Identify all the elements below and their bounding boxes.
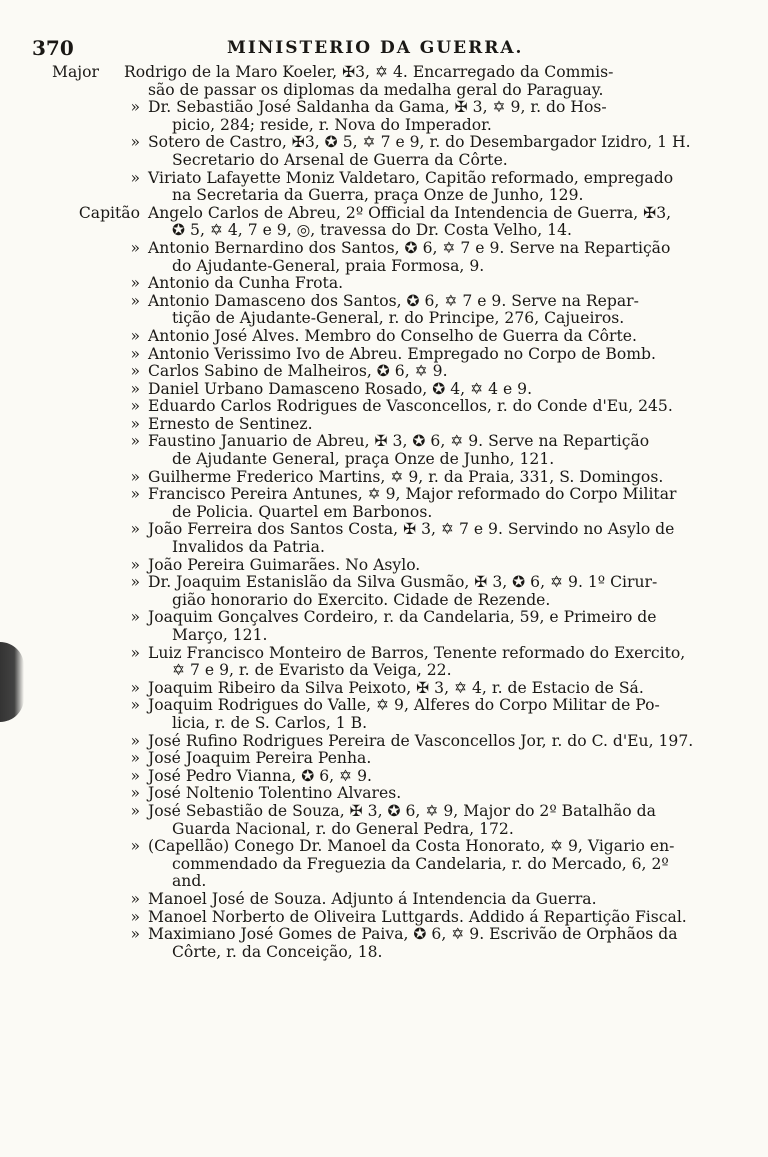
entry-rank: » (130, 168, 140, 187)
entry-10 (130, 362, 703, 381)
entry-text: José Pedro Vianna, ✪ 6, ✡ 9. (148, 766, 372, 785)
entry-continuation: commendado da Freguezia da Candelaria, r. do Mercado, 6, 2º and. (172, 854, 669, 891)
entry-text: Viriato Lafayette Moniz Valdetaro, Capitão reformado, empregado (148, 168, 674, 187)
entry-17 (130, 520, 703, 557)
entry-text: Antonio Verissimo Ivo de Abreu. Empregado no Corpo de Bomb. (148, 344, 656, 363)
entry-text: Rodrigo de la Maro Koeler, ✠3, ✡ 4. Encarregado da Commis- (124, 63, 614, 81)
entry-text: Eduardo Carlos Rodrigues de Vasconcellos, r. do Conde d'Eu, 245. (148, 397, 673, 416)
entry-rank: » (130, 326, 140, 345)
entry-text: Luiz Francisco Monteiro de Barros, Tenente reformado do Exercito, (148, 643, 686, 662)
entry-27 (130, 784, 703, 803)
entry-25 (130, 749, 703, 768)
entry-7 (130, 291, 703, 328)
entry-21 (130, 643, 703, 680)
entry-text: Manoel José de Souza. Adjunto á Intendencia da Guerra. (148, 889, 597, 908)
entry-text: José Noltenio Tolentino Alvares. (148, 784, 402, 803)
entry-text: Ernesto de Sentinez. (148, 414, 313, 433)
entry-23 (130, 696, 703, 732)
entry-continuation: de Policia. Quartel em Barbonos. (172, 502, 433, 521)
entry-rank: » (130, 573, 140, 592)
entry-19 (130, 573, 703, 609)
entry-rank: » (130, 766, 140, 785)
entry-text: José Rufino Rodrigues Pereira de Vasconcellos Jor, r. do C. d'Eu, 197. (148, 731, 694, 750)
entry-continuation: Guarda Nacional, r. do General Pedra, 172. (172, 819, 514, 838)
entry-rank: » (130, 784, 140, 803)
entry-continuation: Março, 121. (172, 626, 268, 644)
entry-rank: » (130, 520, 140, 539)
entry-rank: » (130, 749, 140, 768)
entry-rank: » (130, 925, 140, 944)
entry-text: Dr. Joaquim Estanislão da Silva Gusmão, ✠ 3, ✪ 6, ✡ 9. 1º Cirur- (148, 573, 658, 592)
entry-text: Antonio Damasceno dos Santos, ✪ 6, ✡ 7 e 9. Serve na Repar- (148, 291, 639, 310)
entry-rank: » (130, 467, 140, 486)
entry-18 (130, 555, 703, 575)
entry-rank: » (130, 291, 140, 310)
entry-4 (78, 203, 703, 240)
entry-8 (130, 326, 703, 346)
entry-9 (130, 344, 703, 364)
entry-rank: » (130, 397, 140, 416)
entry-continuation: gião honorario do Exercito. Cidade de Rezende. (172, 590, 551, 609)
entry-list (0, 64, 768, 961)
entry-rank: » (130, 696, 140, 715)
entry-6 (130, 274, 703, 293)
entry-22 (130, 678, 703, 698)
entry-text: João Ferreira dos Santos Costa, ✠ 3, ✡ 7 e 9. Servindo no Asylo de (148, 520, 675, 539)
entry-28 (130, 801, 703, 838)
entry-13 (130, 414, 703, 434)
running-title: MINISTERIO DA GUERRA. (227, 38, 524, 58)
entry-continuation: tição de Ajudante-General, r. do Principe, 276, Cajueiros. (172, 309, 625, 328)
entry-continuation: Côrte, r. da Conceição, 18. (172, 942, 383, 961)
entry-text: Francisco Pereira Antunes, ✡ 9, Major reformado do Corpo Militar (148, 485, 677, 504)
entry-text: Joaquim Ribeiro da Silva Peixoto, ✠ 3, ✡ 4, r. de Estacio de Sá. (148, 678, 644, 697)
entry-rank: » (130, 608, 140, 627)
entry-continuation: licia, r. de S. Carlos, 1 B. (172, 713, 368, 732)
entry-2 (130, 133, 703, 169)
entry-text: Dr. Sebastião José Saldanha da Gama, ✠ 3, ✡ 9, r. do Hos- (148, 98, 607, 117)
entry-rank: » (130, 643, 140, 662)
entry-1 (130, 98, 703, 134)
entry-text: José Joaquim Pereira Penha. (148, 749, 372, 768)
entry-continuation: ✡ 7 e 9, r. de Evaristo da Veiga, 22. (172, 661, 452, 680)
entry-rank: » (130, 414, 140, 433)
entry-rank: » (130, 98, 140, 117)
entry-20 (130, 608, 703, 644)
entry-continuation: picio, 284; reside, r. Nova do Imperador. (172, 115, 492, 134)
entry-31 (130, 907, 703, 927)
entry-text: Antonio da Cunha Frota. (148, 274, 344, 293)
entry-text: José Sebastião de Souza, ✠ 3, ✪ 6, ✡ 9, Major do 2º Batalhão da (148, 801, 656, 820)
entry-rank: » (130, 362, 140, 381)
entry-text: Angelo Carlos de Abreu, 2º Official da Intendencia de Guerra, ✠3, (148, 203, 672, 222)
entry-29 (130, 837, 703, 891)
entry-3 (130, 168, 703, 205)
entry-text: Sotero de Castro, ✠3, ✪ 5, ✡ 7 e 9, r. do Desembargador Izidro, 1 H. (148, 133, 691, 152)
entry-text: Antonio José Alves. Membro do Conselho de Guerra da Côrte. (148, 326, 637, 345)
entry-continuation: de Ajudante General, praça Onze de Junho, 121. (172, 450, 555, 469)
entry-continuation: Invalidos da Patria. (172, 538, 325, 557)
page-number: 370 (32, 36, 74, 60)
entry-rank: » (130, 274, 140, 293)
entry-text: Joaquim Rodrigues do Valle, ✡ 9, Alferes do Corpo Militar de Po- (148, 696, 660, 715)
entry-continuation: são de passar os diplomas da medalha geral do Paraguay. (148, 80, 604, 99)
entry-rank: Capitão (78, 203, 140, 222)
entry-rank: Major (52, 63, 99, 81)
entry-0 (52, 63, 679, 99)
entry-rank: » (130, 678, 140, 697)
entry-26 (130, 766, 703, 786)
entry-rank: » (130, 555, 140, 574)
entry-24 (130, 731, 703, 751)
entry-12 (130, 397, 703, 416)
entry-text: Antonio Bernardino dos Santos, ✪ 6, ✡ 7 e 9. Serve na Repartição (148, 238, 671, 257)
entry-rank: » (130, 889, 140, 908)
entry-text: Joaquim Gonçalves Cordeiro, r. da Candelaria, 59, e Primeiro de (148, 608, 657, 627)
entry-rank: » (130, 731, 140, 750)
entry-text: Carlos Sabino de Malheiros, ✪ 6, ✡ 9. (148, 362, 448, 381)
entry-rank: » (130, 485, 140, 504)
entry-15 (130, 467, 703, 487)
entry-5 (130, 238, 703, 275)
entry-32 (130, 925, 703, 961)
entry-text: Guilherme Frederico Martins, ✡ 9, r. da Praia, 331, S. Domingos. (148, 467, 664, 486)
entry-11 (130, 379, 703, 399)
entry-text: Faustino Januario de Abreu, ✠ 3, ✪ 6, ✡ 9. Serve na Repartição (148, 432, 650, 451)
entry-text: Maximiano José Gomes de Paiva, ✪ 6, ✡ 9. Escrivão de Orphãos da (148, 925, 678, 944)
entry-rank: » (130, 907, 140, 926)
entry-16 (130, 485, 703, 521)
entry-rank: » (130, 238, 140, 257)
entry-rank: » (130, 432, 140, 451)
entry-rank: » (130, 133, 140, 152)
entry-rank: » (130, 379, 140, 398)
entry-text: João Pereira Guimarães. No Asylo. (148, 555, 421, 574)
page-header (32, 36, 732, 66)
entry-continuation: do Ajudante-General, praia Formosa, 9. (172, 256, 485, 275)
entry-continuation: ✪ 5, ✡ 4, 7 e 9, ◎, travessa do Dr. Costa Velho, 14. (172, 221, 572, 240)
entry-text: (Capellão) Conego Dr. Manoel da Costa Honorato, ✡ 9, Vigario en- (148, 837, 675, 856)
entry-continuation: na Secretaria da Guerra, praça Onze de Junho, 129. (172, 186, 584, 205)
entry-rank: » (130, 837, 140, 856)
entry-30 (130, 889, 703, 909)
entry-rank: » (130, 344, 140, 363)
entry-rank: » (130, 801, 140, 820)
entry-text: Daniel Urbano Damasceno Rosado, ✪ 4, ✡ 4 e 9. (148, 379, 533, 398)
entry-14 (130, 432, 703, 469)
entry-continuation: Secretario do Arsenal de Guerra da Côrte. (172, 150, 508, 169)
entry-text: Manoel Norberto de Oliveira Luttgards. Addido á Repartição Fiscal. (148, 907, 687, 926)
